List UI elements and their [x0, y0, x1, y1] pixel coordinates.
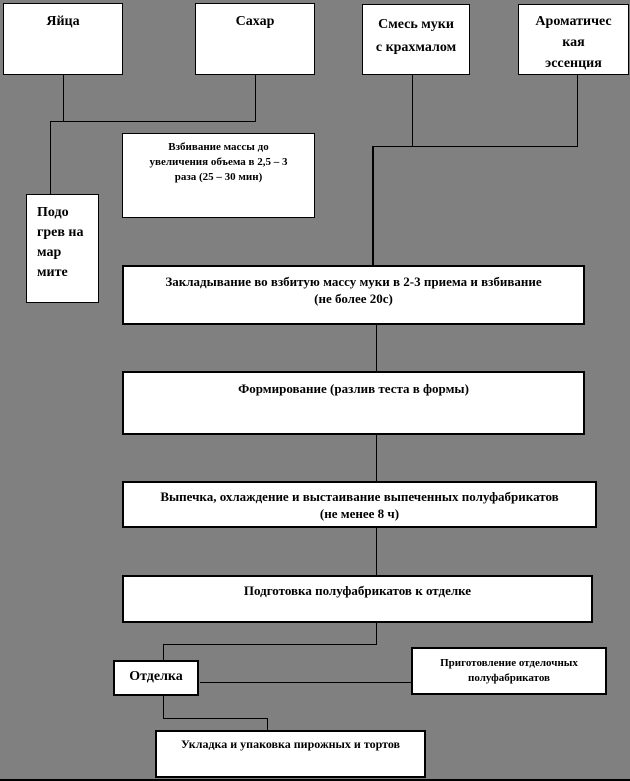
node-prep-for-finishing-label: Подготовка полуфабрикатов к отделке: [243, 583, 472, 598]
node-sugar-label: Сахар: [235, 14, 275, 29]
node-prep-for-finishing: [122, 575, 593, 623]
node-whipping: [122, 133, 315, 218]
node-packing: [155, 730, 426, 778]
connector-prep-down: [376, 623, 377, 645]
node-finishing-semiproducts: [411, 647, 607, 695]
node-finishing: [113, 660, 199, 696]
connector-to-heating-down: [50, 121, 51, 194]
node-adding-flour-label: (не более 20с): [314, 291, 393, 306]
connector-eggs-sugar-horizontal: [50, 121, 256, 122]
connector-finishing-down: [163, 696, 164, 719]
node-eggs-label: Яйца: [46, 14, 80, 29]
node-flour-starch-mix-label: с крахмалом: [375, 40, 457, 55]
connector-to-packing-down: [267, 718, 268, 730]
connector-forming-to-baking: [376, 435, 377, 481]
connector-adding-to-forming: [376, 325, 377, 371]
node-aromatic-essence: [518, 4, 629, 75]
node-aromatic-essence-label: Ароматичес: [535, 14, 612, 29]
node-heating-bain-marie: [26, 194, 99, 303]
node-baking: [122, 481, 597, 528]
node-whipping-label: Взбивание массы до: [168, 141, 269, 153]
node-baking-label: (не менее 8 ч): [319, 506, 400, 521]
node-heating-bain-marie-label: мар: [37, 245, 62, 260]
node-aromatic-essence-label: эссенция: [545, 56, 602, 71]
connector-prep-horizontal: [163, 644, 377, 645]
node-whipping-label: раза (25 – 30 мин): [174, 171, 263, 183]
connector-baking-to-prep: [376, 528, 377, 575]
connector-to-adding-flour-down: [372, 146, 374, 265]
node-heating-bain-marie-label: мите: [37, 265, 68, 280]
connector-sugar-down: [255, 75, 256, 122]
node-eggs: [3, 3, 123, 75]
connector-eggs-down: [63, 75, 64, 122]
node-finishing-label: Отделка: [129, 669, 183, 684]
node-heating-bain-marie-label: Подо: [37, 205, 69, 220]
node-heating-bain-marie-label: грев на: [37, 225, 84, 240]
node-forming: [122, 371, 585, 435]
node-adding-flour: [122, 265, 585, 325]
node-adding-flour-label: Закладывание во взбитую массу муки в 2-3 приема и взбивание: [165, 274, 542, 289]
node-flour-starch-mix-label: Смесь муки: [378, 17, 454, 32]
node-packing-label: Укладка и упаковка пирожных и тортов: [180, 737, 401, 751]
connector-flour-essence-horizontal: [373, 146, 578, 147]
connector-flour-down: [412, 75, 413, 147]
node-finishing-semiproducts-label: полуфабрикатов: [468, 672, 550, 684]
connector-to-finishing-down: [163, 644, 164, 660]
node-sugar: [195, 3, 315, 75]
node-baking-label: Выпечка, охлаждение и выстаивание выпеченных полуфабрикатов: [160, 489, 559, 504]
node-aromatic-essence-label: кая: [562, 35, 585, 50]
node-finishing-semiproducts-label: Приготовление отделочных: [440, 657, 578, 669]
node-forming-label: Формирование (разлив теста в формы): [238, 381, 469, 396]
connector-finishing-horizontal: [163, 718, 268, 719]
node-whipping-label: увеличения объема в 2,5 – 3: [149, 156, 288, 168]
connector-finishing-to-semiproducts: [200, 682, 411, 683]
connector-essence-down: [577, 75, 578, 147]
node-flour-starch-mix: [362, 4, 470, 75]
